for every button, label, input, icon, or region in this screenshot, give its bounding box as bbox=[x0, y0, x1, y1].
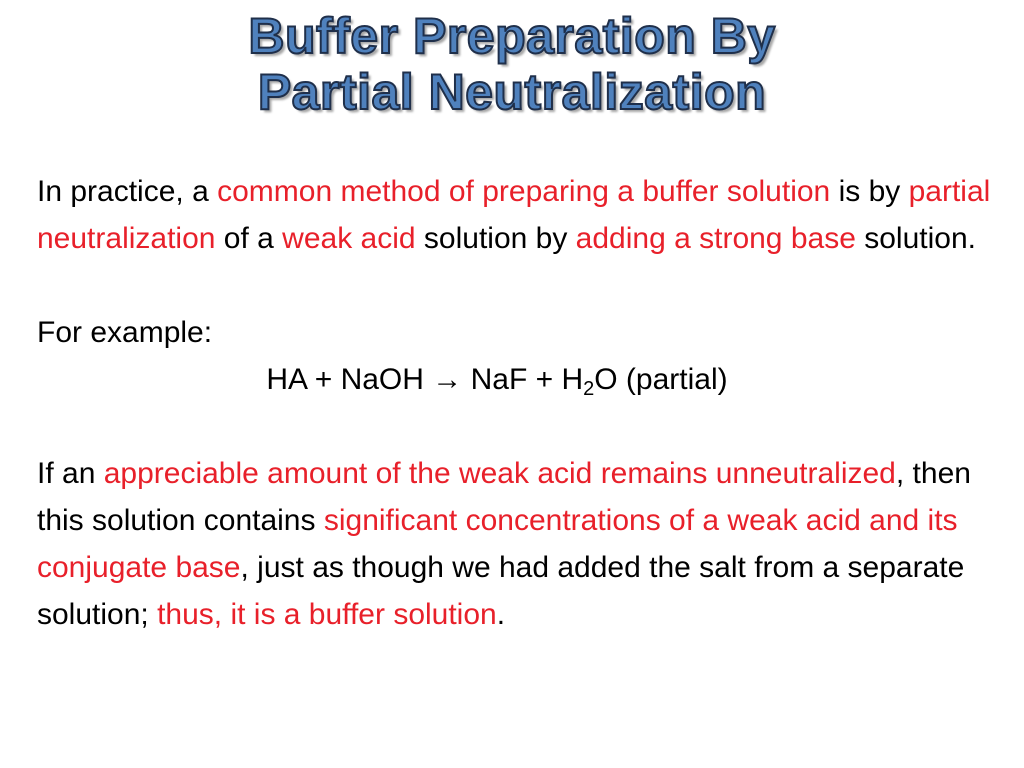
intro-text-4: solution by bbox=[415, 222, 576, 255]
conclusion-highlight-2: significant concentrations of a weak acid and its conjugate base bbox=[37, 504, 958, 584]
intro-text-3: of a bbox=[215, 222, 283, 255]
equation-subscript: 2 bbox=[583, 378, 595, 400]
intro-highlight-2: partial neutralization bbox=[37, 175, 991, 255]
intro-highlight-4: adding a strong base bbox=[575, 222, 856, 255]
slide-body bbox=[37, 168, 997, 638]
conclusion-text-2: , then this solution contains bbox=[37, 457, 971, 537]
intro-paragraph bbox=[37, 168, 997, 262]
spacer bbox=[37, 403, 997, 450]
intro-text-2: is by bbox=[830, 175, 909, 208]
intro-highlight-1: common method of preparing a buffer solution bbox=[217, 175, 831, 208]
intro-highlight-3: weak acid bbox=[282, 222, 416, 255]
conclusion-highlight-3: thus, it is a buffer solution bbox=[157, 598, 497, 631]
equation-main: HA + NaOH → NaF + H bbox=[266, 363, 584, 396]
slide-title bbox=[0, 8, 1024, 120]
conclusion-highlight-1: appreciable amount of the weak acid remains unneutralized bbox=[103, 457, 896, 490]
intro-text-1: In practice, a bbox=[37, 175, 218, 208]
conclusion-paragraph bbox=[37, 450, 997, 638]
title-line-2: Partial Neutralization bbox=[257, 64, 767, 120]
title-line-1: Buffer Preparation By bbox=[248, 8, 776, 64]
equation-tail: O (partial) bbox=[594, 363, 728, 396]
conclusion-text-1: If an bbox=[37, 457, 104, 490]
spacer bbox=[37, 262, 997, 309]
example-label: For example: bbox=[37, 316, 213, 349]
intro-text-5: solution. bbox=[855, 222, 976, 255]
conclusion-text-3: , just as though we had added the salt from a separate solution; bbox=[37, 551, 965, 631]
reaction-equation bbox=[37, 356, 997, 403]
conclusion-text-4: . bbox=[496, 598, 506, 631]
